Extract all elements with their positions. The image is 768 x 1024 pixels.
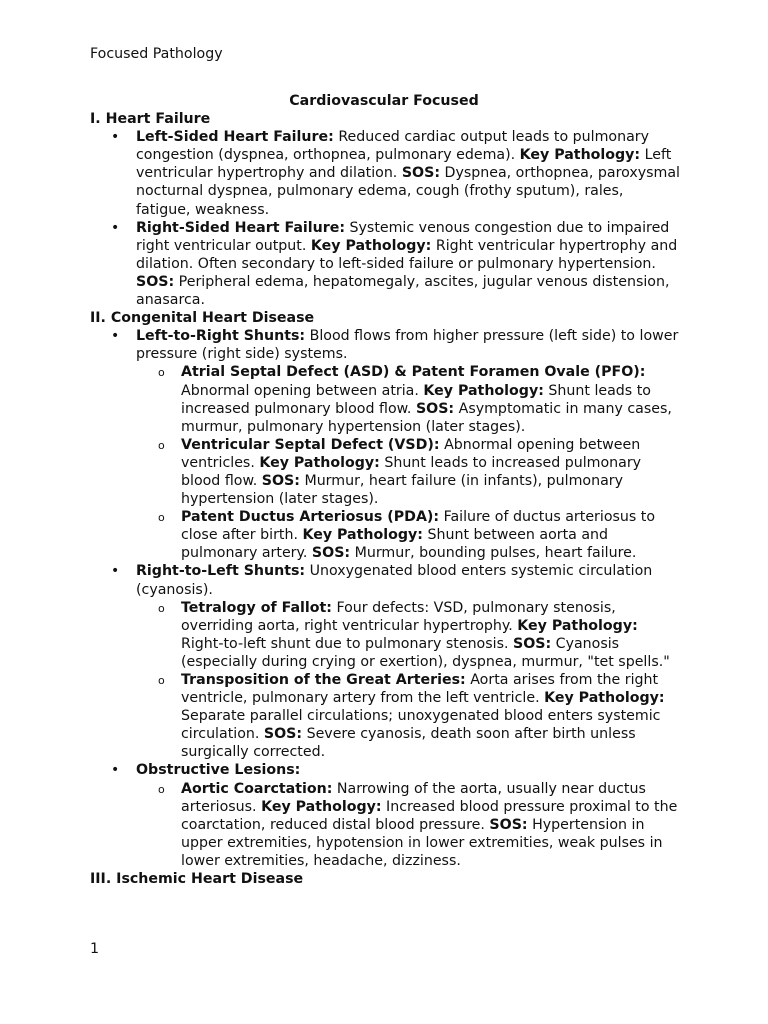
key-pathology-text: Shunt between aorta and pulmonary artery.: [181, 527, 609, 562]
sos-text: Cyanosis (especially during crying or exertion), dyspnea, murmur, "tet spells.": [181, 635, 670, 670]
sos-label: SOS:: [311, 545, 351, 562]
section-heading-ischemic: III. Ischemic Heart Disease: [90, 871, 304, 888]
document-title: Cardiovascular Focused: [289, 93, 479, 109]
item-term: Right-to-Left Shunts:: [136, 563, 306, 580]
sos-text: Murmur, bounding pulses, heart failure.: [350, 545, 637, 562]
sos-text: Severe cyanosis, death soon after birth unless surgically corrected.: [181, 726, 636, 761]
item-description: Abnormal opening between atria.: [181, 382, 424, 399]
sos-text: Hypertension in upper extremities, hypotension in lower extremities, weak pulses in lower extremities, headache, dizziness.: [181, 816, 663, 869]
sublist-item-transposition: [90, 671, 681, 761]
item-term: Right-Sided Heart Failure:: [136, 219, 346, 236]
list-item-right-sided-hf: [90, 219, 681, 309]
key-pathology-text: Shunt leads to increased pulmonary blood flow.: [181, 382, 651, 417]
item-term: Ventricular Septal Defect (VSD):: [181, 436, 440, 453]
item-term: Transposition of the Great Arteries:: [181, 672, 466, 688]
item-description: Failure of ductus arteriosus to close after birth.: [181, 509, 656, 544]
sos-text: Dyspnea, orthopnea, paroxysmal nocturnal dyspnea, pulmonary edema, cough (frothy sputum), rales, fatigue, weakness.: [136, 165, 680, 218]
key-pathology-text: Left ventricular hypertrophy and dilation.: [136, 147, 672, 182]
item-description: Abnormal opening between ventricles.: [181, 436, 641, 471]
item-term: Tetralogy of Fallot:: [181, 599, 332, 616]
item-term: Aortic Coarctation:: [181, 780, 333, 797]
item-description: Reduced cardiac output leads to pulmonary congestion (dyspnea, orthopnea, pulmonary edema).: [136, 129, 650, 164]
list-item-obstructive: [90, 761, 681, 779]
sos-text: Peripheral edema, hepatomegaly, ascites, jugular venous distension, anasarca.: [136, 273, 670, 309]
item-term: Obstructive Lesions:: [136, 762, 301, 779]
sublist-item-asd-pfo: [90, 363, 681, 435]
key-pathology-text: Shunt leads to increased pulmonary blood flow.: [181, 454, 642, 489]
sublist-item-tetralogy: [90, 599, 681, 671]
key-pathology-text: Right-to-left shunt due to pulmonary stenosis.: [181, 635, 513, 652]
item-term: Patent Ductus Arteriosus (PDA):: [181, 509, 440, 526]
sos-label: SOS:: [401, 165, 441, 182]
key-pathology-text: Separate parallel circulations; unoxygenated blood enters systemic circulation.: [181, 708, 661, 743]
key-pathology-label: Key Pathology:: [261, 798, 382, 815]
sublist-item-vsd: [90, 436, 681, 508]
key-pathology-text: Increased blood pressure proximal to the coarctation, reduced distal blood pressure.: [181, 798, 678, 833]
item-description: Four defects: VSD, pulmonary stenosis, overriding aorta, right ventricular hypertrophy.: [181, 599, 616, 634]
sos-label: SOS:: [415, 400, 455, 417]
sublist-item-coarctation: [90, 780, 681, 870]
page-header: Focused Pathology: [90, 46, 223, 62]
item-description: Aorta arises from the right ventricle, pulmonary artery from the left ventricle.: [181, 672, 659, 707]
section-heading-heart-failure: I. Heart Failure: [90, 111, 211, 128]
item-description: Unoxygenated blood enters systemic circulation (cyanosis).: [136, 563, 653, 598]
sos-label: SOS:: [513, 635, 552, 652]
item-description: Blood flows from higher pressure (left side) to lower pressure (right side) systems.: [136, 328, 679, 363]
page-number: 1: [90, 941, 100, 957]
item-term: Left-to-Right Shunts:: [136, 328, 306, 345]
heart-failure-list: [90, 128, 690, 309]
list-item-left-to-right: [90, 327, 681, 363]
key-pathology-label: Key Pathology:: [302, 527, 423, 544]
sos-label: SOS:: [136, 273, 175, 290]
list-item-right-to-left: [90, 562, 681, 598]
congenital-list: [90, 327, 690, 870]
key-pathology-label: Key Pathology:: [259, 454, 380, 471]
key-pathology-label: Key Pathology:: [310, 237, 432, 254]
key-pathology-label: Key Pathology:: [423, 382, 544, 399]
section-heading-congenital: II. Congenital Heart Disease: [90, 310, 315, 327]
list-item-left-sided-hf: [90, 128, 681, 218]
sublist-item-pda: [90, 508, 681, 562]
sos-label: SOS:: [489, 816, 528, 833]
key-pathology-label: Key Pathology:: [519, 147, 641, 164]
sos-text: Asymptomatic in many cases, murmur, pulmonary hypertension (later stages).: [181, 400, 672, 435]
item-term: Left-Sided Heart Failure:: [136, 129, 334, 146]
item-description: Narrowing of the aorta, usually near ductus arteriosus.: [181, 780, 646, 815]
sos-label: SOS:: [261, 472, 300, 489]
sos-text: Murmur, heart failure (in infants), pulmonary hypertension (later stages).: [181, 472, 624, 508]
key-pathology-text: Right ventricular hypertrophy and dilation. Often secondary to left-sided failure or pulmonary hypertension.: [136, 237, 678, 272]
document-body: [90, 92, 690, 888]
key-pathology-label: Key Pathology:: [517, 617, 638, 634]
item-description: Systemic venous congestion due to impaired right ventricular output.: [136, 219, 670, 254]
sos-label: SOS:: [263, 726, 303, 743]
key-pathology-label: Key Pathology:: [544, 690, 665, 707]
item-term: Atrial Septal Defect (ASD) & Patent Foramen Ovale (PFO):: [181, 364, 646, 381]
